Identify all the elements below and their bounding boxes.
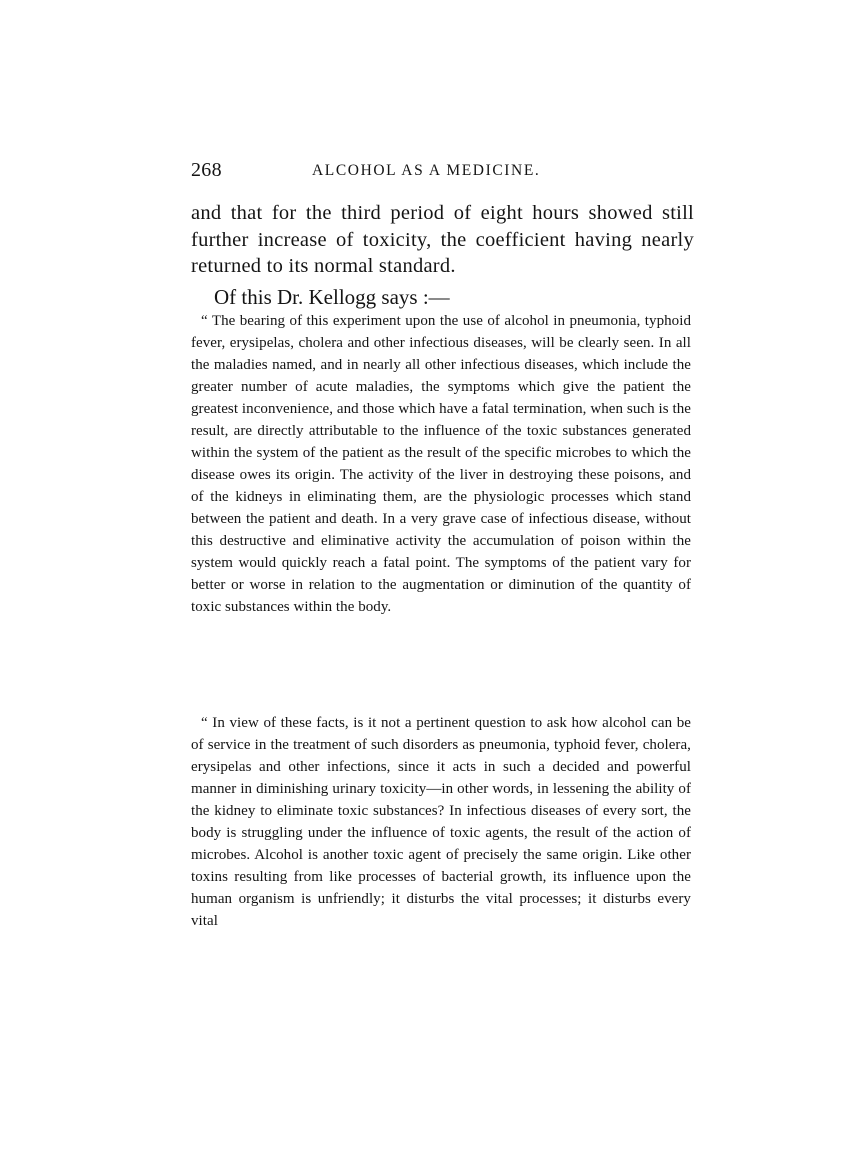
quote-paragraph-1: “ The bearing of this experiment upon the use of alcohol in pneumonia, typhoid fever, erysipelas, cholera and other infectious diseases, will be clearly seen. In all the maladies named, and in nearly all other infectious diseases, which include the greater number of acute maladies, the symptoms which give the patient the greatest inconvenience, and those which have a fatal termination, when such is the result, are directly attributable to the influence of the toxic substances generated within the system of the patient as the result of the specific microbes to which the disease owes its origin. The activity of the liver in destroying these poisons, and of the kidneys in eliminating them, are the physiologic processes which stand between the patient and death. In a very grave case of infectious disease, without this destructive and eliminative activity the accumulation of poison within the system would quickly reach a fatal point. The symptoms of the patient vary for better or worse in relation to the augmentation or diminution of the quantity of toxic substances within the body. bbox=[191, 313, 691, 615]
page-number: 268 bbox=[191, 159, 222, 181]
running-title: ALCOHOL AS A MEDICINE. bbox=[312, 162, 541, 179]
running-head bbox=[191, 158, 691, 182]
lead-paragraph: and that for the third period of eight hours showed still further increase of toxicity, the coefficient having nearly returned to its normal standard. bbox=[191, 202, 694, 277]
intro-line: Of this Dr. Kellogg says :— bbox=[214, 285, 450, 309]
quote-paragraph-2: “ In view of these facts, is it not a pertinent question to ask how alcohol can be of service in the treatment of such disorders as pneumonia, typhoid fever, cholera, erysipelas and other infections, since it acts in such a decided and powerful manner in diminishing urinary toxicity—in other words, in lessening the ability of the kidney to eliminate toxic substances? In infectious diseases of every sort, the body is struggling under the influence of toxic agents, the result of the action of microbes. Alcohol is another toxic agent of precisely the same origin. Like other toxins resulting from like processes of bacterial growth, its influence upon the human organism is unfriendly; it disturbs the vital processes; it disturbs every vital bbox=[191, 715, 691, 929]
